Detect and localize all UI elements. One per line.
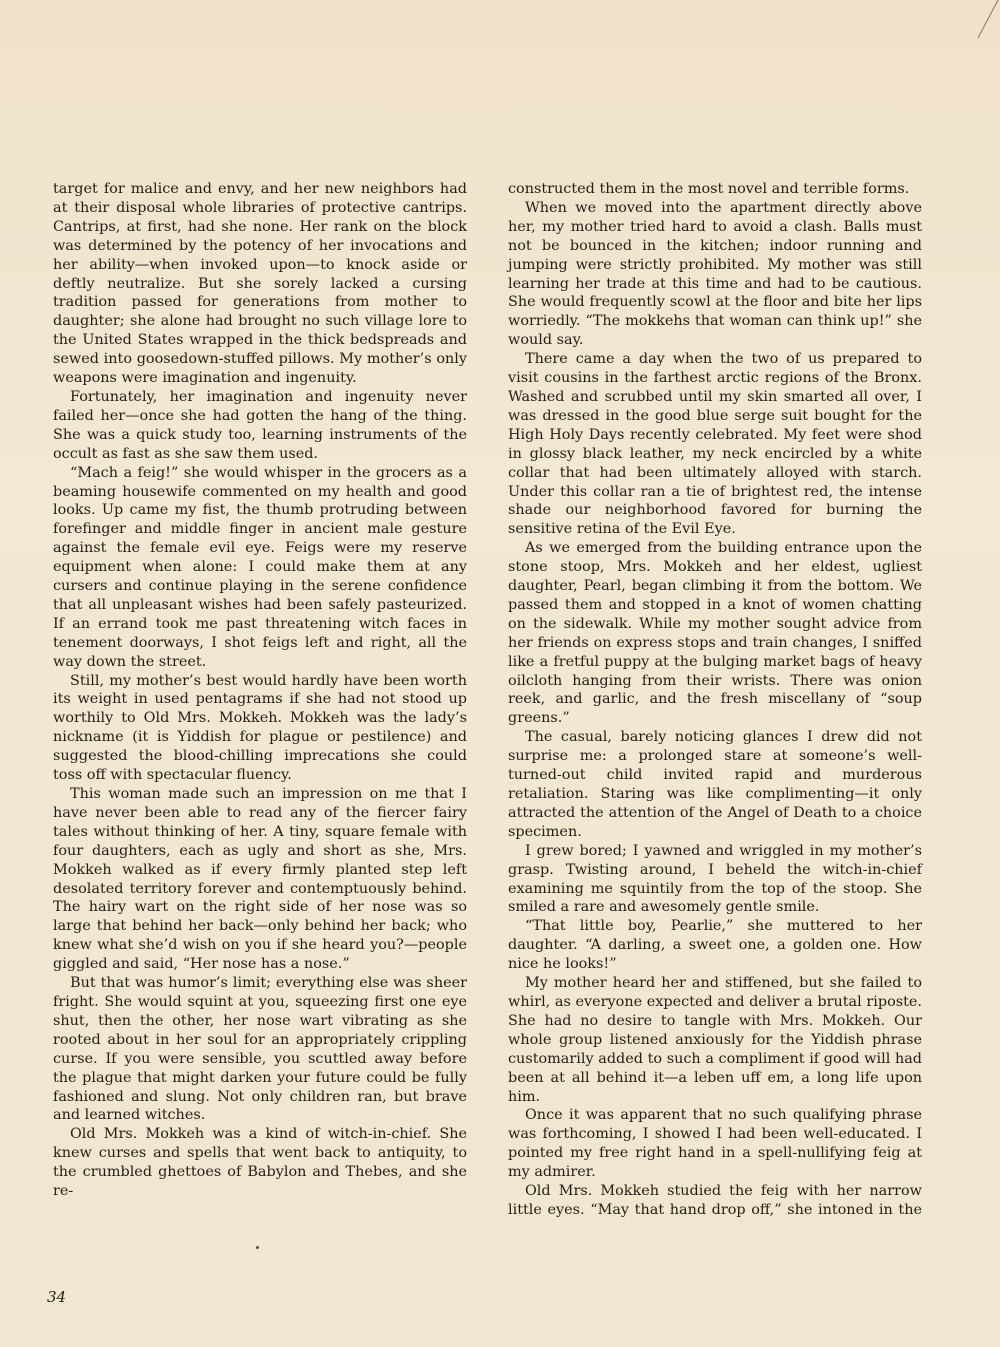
paragraph: This woman made such an impression on me that I have never been able to read any of the fiercer fairy tales without thinking of her. A tiny, square female with four daughters, each as ugly and short as she, Mrs. Mokkeh walked as if every firmly planted step left desolated territory forever and contemptuously behind. The hairy wart on the right side of her nose was so large that behind her back—only behind her back; who knew what she’d wish on you if she heard you?—people giggled and said, “Her nose has a nose.” [53, 786, 467, 973]
paragraph: Old Mrs. Mokkeh studied the feig with her narrow little eyes. “May that hand drop off,” she intoned in the [508, 1183, 922, 1218]
paragraph: I grew bored; I yawned and wriggled in my mother’s grasp. Twisting around, I beheld the witch-in-chief examining me squintily from the top of the stoop. She smiled a rare and awesomely gentle smile. [508, 842, 922, 916]
paragraph: Still, my mother’s best would hardly have been worth its weight in used pentagrams if she had not stood up worthily to Old Mrs. Mokkeh. Mokkeh was the lady’s nickname (it is Yiddish for plague or pestilence) and suggested the blood-chilling imprecations she could toss off with spectacular fluency. [53, 672, 467, 784]
paragraph: There came a day when the two of us prepared to visit cousins in the farthest arctic regions of the Bronx. Washed and scrubbed until my skin smarted all over, I was dressed in the good blue serge suit bought for the High Holy Days recently celebrated. My feet were shod in glossy black leather, my neck encircled by a white collar that had been ultimately alloyed with starch. Under this collar ran a tie of brightest red, the intense shade our neighborhood favored for burning the sensitive retina of the Evil Eye. [508, 351, 922, 538]
right-column [508, 180, 922, 1220]
paragraph: When we moved into the apartment directly above her, my mother tried hard to avoid a clash. Balls must not be bounced in the kitchen; indoor running and jumping were strictly prohibited. My mother was still learning her trade at this time and had to be cautious. She would frequently scowl at the floor and bite her lips worriedly. “The mokkehs that woman can think up!” she would say. [508, 199, 922, 349]
left-column [53, 180, 467, 1201]
ink-speck [256, 1246, 259, 1249]
paragraph: Once it was apparent that no such qualifying phrase was forthcoming, I showed I had been well-educated. I pointed my free right hand in a spell-nullifying feig at my admirer. [508, 1107, 922, 1181]
paragraph: “Mach a feig!” she would whisper in the grocers as a beaming housewife commented on my health and good looks. Up came my fist, the thumb protruding between forefinger and middle finger in ancient male gesture against the female evil eye. Feigs were my reserve equipment when alone: I could make them at any cursers and continue playing in the serene confidence that all unpleasant wishes had been safely pasteurized. If an errand took me past threatening witch faces in tenement doorways, I shot feigs left and right, all the way down the street. [53, 464, 467, 670]
page-number: 34 [47, 1288, 67, 1306]
paragraph: As we emerged from the building entrance upon the stone stoop, Mrs. Mokkeh and her eldest, ugliest daughter, Pearl, began climbing it from the bottom. We passed them and stopped in a knot of women chatting on the sidewalk. While my mother sought advice from her friends on express stops and train changes, I sniffed like a fretful puppy at the bulging market bags of heavy oilcloth hanging from their wrists. There was onion reek, and garlic, and the fresh miscellany of “soup greens.” [508, 540, 922, 727]
paragraph: But that was humor’s limit; everything else was sheer fright. She would squint at you, squeezing first one eye shut, then the other, her nose wart vibrating as she rooted about in her soul for an appropriately crippling curse. If you were sensible, you scuttled away before the plague that might darken your future could be fully fashioned and slung. Not only children ran, but brave and learned witches. [53, 975, 467, 1124]
page-corner-fold [970, 0, 1000, 40]
paragraph: The casual, barely noticing glances I drew did not surprise me: a prolonged stare at someone’s well-turned-out child invited rapid and murderous retaliation. Staring was like complimenting—it only attracted the attention of the Angel of Death to a choice specimen. [508, 729, 922, 840]
paragraph: My mother heard her and stiffened, but she failed to whirl, as everyone expected and deliver a brutal riposte. She had no desire to tangle with Mrs. Mokkeh. Our whole group listened anxiously for the Yiddish phrase customarily added to such a compliment if good will had been at all behind it—a leben uff em, a long life upon him. [508, 975, 922, 1105]
paragraph: Fortunately, her imagination and ingenuity never failed her—once she had gotten the hang of the thing. She was a quick study too, learning instruments of the occult as fast as she saw them used. [53, 388, 467, 462]
paragraph: constructed them in the most novel and terrible forms. [508, 181, 910, 197]
paragraph: “That little boy, Pearlie,” she muttered to her daughter. “A darling, a sweet one, a golden one. How nice he looks!” [508, 918, 922, 973]
paragraph: Old Mrs. Mokkeh was a kind of witch-in-chief. She knew curses and spells that went back to antiquity, to the crumbled ghettoes of Babylon and Thebes, and she re- [53, 1126, 467, 1200]
paragraph: target for malice and envy, and her new neighbors had at their disposal whole libraries of protective cantrips. Cantrips, at first, had she none. Her rank on the block was determined by the potency of her invocations and her ability—when invoked upon—to knock aside or deftly neutralize. But she sorely lacked a cursing tradition passed for generations from mother to daughter; she alone had brought no such village lore to the United States wrapped in the thick bedspreads and sewed into goosedown-stuffed pillows. My mother’s only weapons were imagination and ingenuity. [53, 181, 467, 387]
